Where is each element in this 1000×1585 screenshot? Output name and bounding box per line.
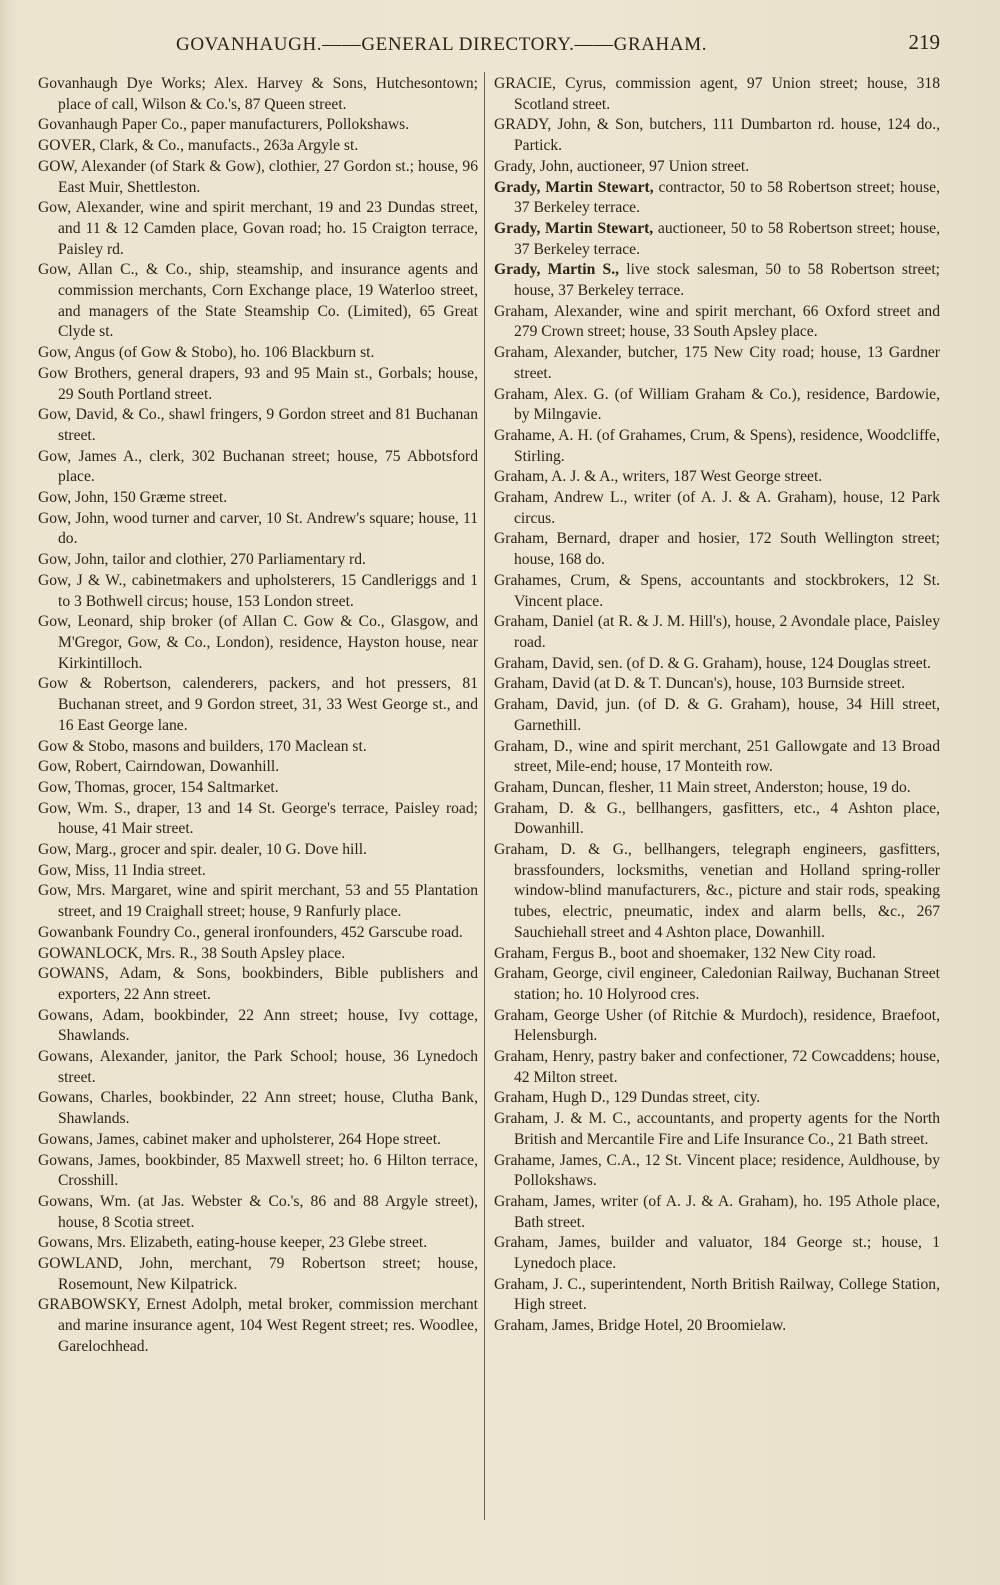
directory-entry: Graham, Daniel (at R. & J. M. Hill's), house, 2 Avondale place, Paisley road.	[494, 613, 940, 651]
directory-entry: Gow, Mrs. Margaret, wine and spirit merchant, 53 and 55 Plantation street, and 19 Craighall street; house, 9 Ranfurly place.	[38, 882, 478, 921]
directory-entry: GOWLAND, John, merchant, 79 Robertson street; house, Rosemount, New Kilpatrick.	[38, 1255, 478, 1293]
directory-entry: Graham, D. & G., bellhangers, gasfitters, etc., 4 Ashton place, Dowanhill.	[494, 799, 940, 838]
left-column	[38, 74, 478, 1358]
directory-entry: Gow, Wm. S., draper, 13 and 14 St. George's terrace, Paisley road; house, 41 Mair street.	[38, 799, 478, 838]
page-number: 219	[908, 30, 940, 54]
directory-entry: Graham, David, jun. (of D. & G. Graham), house, 34 Hill street, Garnethill.	[494, 696, 940, 734]
directory-entry: Grahame, James, C.A., 12 St. Vincent place; residence, Auldhouse, by Pollokshaws.	[494, 1151, 940, 1190]
directory-entry: Graham, George Usher (of Ritchie & Murdoch), residence, Braefoot, Helensburgh.	[494, 1006, 940, 1045]
directory-entry: Graham, J. C., superintendent, North British Railway, College Station, High street.	[494, 1275, 940, 1314]
directory-entry: Gow, Alexander, wine and spirit merchant, 19 and 23 Dundas street, and 11 & 12 Camden place, Govan road; ho. 15 Craigton terrace, Paisley rd.	[38, 199, 478, 258]
directory-entry: Grahame, A. H. (of Grahames, Crum, & Spens), residence, Woodcliffe, Stirling.	[494, 426, 940, 465]
directory-entry: Grahames, Crum, & Spens, accountants and stockbrokers, 12 St. Vincent place.	[494, 571, 940, 610]
directory-entry: GOWANLOCK, Mrs. R., 38 South Apsley place.	[38, 944, 346, 962]
directory-entry: Graham, Andrew L., writer (of A. J. & A. Graham), house, 12 Park circus.	[494, 489, 940, 527]
directory-entry: Graham, A. J. & A., writers, 187 West George street.	[494, 468, 823, 486]
directory-entry: Gowans, Charles, bookbinder, 22 Ann street; house, Clutha Bank, Shawlands.	[38, 1089, 478, 1128]
directory-entry: Gow, J & W., cabinetmakers and upholsterers, 15 Candleriggs and 1 to 3 Bothwell circus; house, 153 London street.	[38, 571, 478, 610]
directory-entry: Gowanbank Foundry Co., general ironfounders, 452 Garscube road.	[38, 923, 463, 941]
directory-entry: Gow, John, tailor and clothier, 270 Parliamentary rd.	[38, 551, 366, 569]
directory-entry: Gowans, Alexander, janitor, the Park School; house, 36 Lynedoch street.	[38, 1048, 478, 1086]
directory-entry: Graham, J. & M. C., accountants, and property agents for the North British and Mercantile Fire and Life Insurance Co., 21 Bath street.	[494, 1110, 940, 1148]
directory-entry: GRABOWSKY, Ernest Adolph, metal broker, commission merchant and marine insurance agent, 104 West Regent street; res. Woodlee, Garelochhead.	[38, 1296, 478, 1355]
directory-entry: Gow, John, 150 Græme street.	[38, 489, 228, 507]
page-header	[36, 28, 940, 58]
directory-entry: GOW, Alexander (of Stark & Gow), clothier, 27 Gordon st.; house, 96 East Muir, Shettleston.	[38, 157, 478, 196]
directory-entry: Gow, Leonard, ship broker (of Allan C. Gow & Co., Glasgow, and M'Gregor, Gow, & Co., London), residence, Hayston house, near Kirkintilloch.	[38, 613, 478, 672]
directory-entry: Graham, Fergus B., boot and shoemaker, 132 New City road.	[494, 944, 876, 962]
directory-entry: Graham, Duncan, flesher, 11 Main street, Anderston; house, 19 do.	[494, 778, 911, 796]
directory-entry: Graham, David, sen. (of D. & G. Graham), house, 124 Douglas street.	[494, 654, 931, 672]
directory-entry: Gowans, Mrs. Elizabeth, eating-house keeper, 23 Glebe street.	[38, 1234, 428, 1252]
directory-entry: Gowans, Adam, bookbinder, 22 Ann street; house, Ivy cottage, Shawlands.	[38, 1006, 478, 1045]
directory-entry: Graham, D. & G., bellhangers, telegraph engineers, gasfitters, brassfounders, locksmiths, venetian and Holland spring-roller window-blind manufacturers, &c., picture and stair rods, speaking tubes, electric, pneumatic, index and alarm bells, &c., 267 Sauchiehall street and 4 Ashton place, Dowanhill.	[494, 841, 940, 941]
directory-entry: Graham, Alexander, butcher, 175 New City road; house, 13 Gardner street.	[494, 344, 940, 382]
directory-entry: Gow Brothers, general drapers, 93 and 95 Main st., Gorbals; house, 29 South Portland street.	[38, 364, 478, 403]
directory-entry: Gow, Angus (of Gow & Stobo), ho. 106 Blackburn st.	[38, 344, 375, 362]
directory-entry: Graham, George, civil engineer, Caledonian Railway, Buchanan Street station; ho. 10 Holyrood cres.	[494, 965, 940, 1003]
directory-entry: Graham, James, writer (of A. J. & A. Graham), ho. 195 Athole place, Bath street.	[494, 1192, 940, 1231]
directory-entry: GRADY, John, & Son, butchers, 111 Dumbarton rd. house, 124 do., Partick.	[494, 116, 940, 155]
running-head: GOVANHAUGH.——GENERAL DIRECTORY.——GRAHAM.	[176, 34, 708, 55]
directory-entry: GOWANS, Adam, & Sons, bookbinders, Bible publishers and exporters, 22 Ann street.	[38, 965, 478, 1003]
directory-entry: Govanhaugh Dye Works; Alex. Harvey & Sons, Hutchesontown; place of call, Wilson & Co.'s, 87 Queen street.	[38, 75, 478, 113]
directory-entry: Graham, D., wine and spirit merchant, 251 Gallowgate and 13 Broad street, Mile-end; house, 17 Monteith row.	[494, 737, 940, 776]
column-divider	[484, 72, 485, 1520]
directory-entry: Grady, Martin Stewart, contractor, 50 to 58 Robertson street; house, 37 Berkeley terrace.	[494, 178, 940, 217]
directory-entry: Gow & Robertson, calenderers, packers, and hot pressers, 81 Buchanan street, and 9 Gordon street, 31, 33 West George st., and 16 East George lane.	[38, 675, 478, 734]
directory-entry: Grady, John, auctioneer, 97 Union street.	[494, 157, 750, 175]
directory-entry: Grady, Martin Stewart, auctioneer, 50 to 58 Robertson street; house, 37 Berkeley terrace.	[494, 219, 940, 258]
directory-entry: Gow, James A., clerk, 302 Buchanan street; house, 75 Abbotsford place.	[38, 447, 478, 486]
directory-entry: Gow, Robert, Cairndowan, Dowanhill.	[38, 758, 280, 776]
directory-entry: Gowans, James, cabinet maker and upholsterer, 264 Hope street.	[38, 1130, 441, 1148]
directory-entry: Gowans, James, bookbinder, 85 Maxwell street; ho. 6 Hilton terrace, Crosshill.	[38, 1151, 478, 1190]
directory-entry: Graham, James, builder and valuator, 184 George st.; house, 1 Lynedoch place.	[494, 1234, 940, 1273]
directory-entry: Graham, David (at D. & T. Duncan's), house, 103 Burnside street.	[494, 675, 906, 693]
directory-entry: GRACIE, Cyrus, commission agent, 97 Union street; house, 318 Scotland street.	[494, 75, 940, 113]
directory-entry: Graham, James, Bridge Hotel, 20 Broomielaw.	[494, 1317, 787, 1335]
directory-entry: Graham, Henry, pastry baker and confectioner, 72 Cowcaddens; house, 42 Milton street.	[494, 1048, 940, 1086]
directory-entry: GOVER, Clark, & Co., manufacts., 263a Argyle st.	[38, 137, 359, 155]
right-column	[494, 74, 940, 1337]
directory-entry: Graham, Hugh D., 129 Dundas street, city.	[494, 1089, 761, 1107]
directory-entry: Graham, Alexander, wine and spirit merchant, 66 Oxford street and 279 Crown street; house, 33 South Apsley place.	[494, 302, 940, 341]
directory-entry: Graham, Bernard, draper and hosier, 172 South Wellington street; house, 168 do.	[494, 530, 940, 569]
directory-entry: Gow, Allan C., & Co., ship, steamship, and insurance agents and commission merchants, Corn Exchange place, 19 Waterloo street, and managers of the State Steamship Co. (Limited), 65 Great Clyde st.	[38, 261, 478, 341]
directory-entry: Govanhaugh Paper Co., paper manufacturers, Pollokshaws.	[38, 116, 410, 134]
directory-entry: Gow, David, & Co., shawl fringers, 9 Gordon street and 81 Buchanan street.	[38, 406, 478, 444]
directory-entry: Gow, Thomas, grocer, 154 Saltmarket.	[38, 778, 279, 796]
directory-entry: Gowans, Wm. (at Jas. Webster & Co.'s, 86 and 88 Argyle street), house, 8 Scotia street.	[38, 1192, 478, 1231]
directory-entry: Graham, Alex. G. (of William Graham & Co.), residence, Bardowie, by Milngavie.	[494, 385, 940, 424]
directory-entry: Gow, Marg., grocer and spir. dealer, 10 G. Dove hill.	[38, 841, 367, 859]
directory-entry: Gow, John, wood turner and carver, 10 St. Andrew's square; house, 11 do.	[38, 509, 478, 548]
directory-entry: Gow & Stobo, masons and builders, 170 Maclean st.	[38, 737, 367, 755]
directory-entry: Grady, Martin S., live stock salesman, 50 to 58 Robertson street; house, 37 Berkeley terrace.	[494, 261, 940, 300]
directory-entry: Gow, Miss, 11 India street.	[38, 861, 206, 879]
